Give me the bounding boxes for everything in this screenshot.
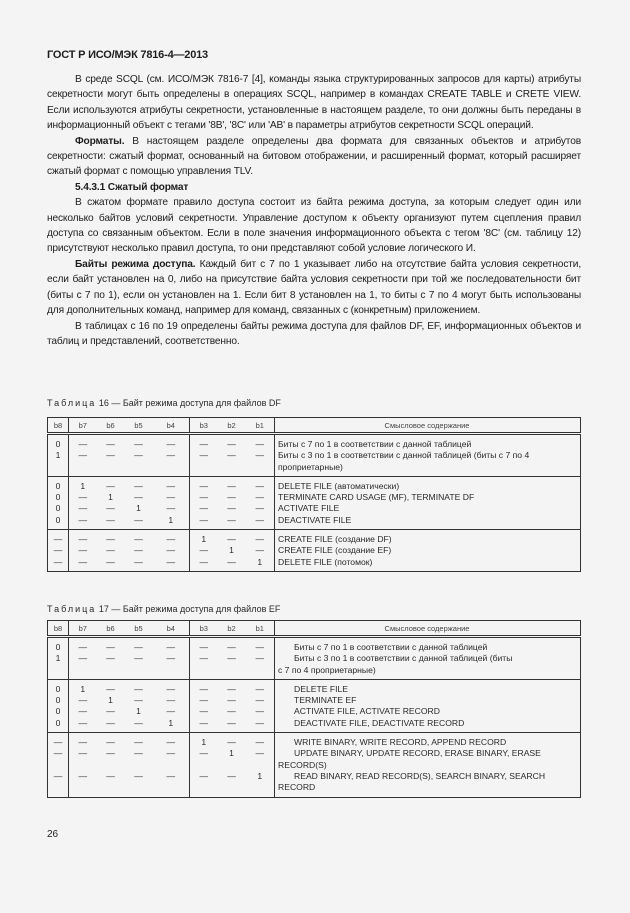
bit-value: — — [106, 653, 115, 664]
bit-cell-b2 — [218, 530, 246, 572]
bit-value: — — [199, 653, 209, 664]
bit-value: — — [106, 683, 115, 694]
bit-value: 1 — [229, 545, 234, 556]
column-header-meaning: Смысловое содержание — [275, 621, 581, 637]
bit-cell-b7 — [69, 679, 97, 732]
meaning-line: TERMINATE CARD USAGE (MF), TERMINATE DF — [278, 492, 475, 503]
bit-value: — — [106, 770, 115, 781]
bit-cell-b2 — [218, 434, 246, 477]
bit-value: — — [134, 545, 143, 556]
bit-value: — — [78, 492, 88, 503]
bit-value: — — [199, 450, 209, 461]
meaning-cell — [275, 476, 581, 529]
table-header-row — [48, 621, 581, 637]
bit-value: 1 — [108, 695, 113, 706]
bit-value: 0 — [55, 514, 61, 525]
bit-cell-b1 — [246, 733, 275, 797]
bit-value: — — [199, 492, 209, 503]
bit-value: — — [166, 534, 176, 545]
bit-value: 1 — [55, 653, 61, 664]
bit-value: — — [227, 737, 236, 748]
bit-value: — — [106, 514, 115, 525]
table-16-caption: Таблица 16 — Байт режима доступа для файлов DF — [47, 398, 281, 408]
column-header-b1: b1 — [246, 418, 275, 434]
column-header-b4: b4 — [153, 621, 190, 637]
bit-value: — — [166, 748, 176, 759]
bit-value: — — [106, 450, 115, 461]
bit-value: — — [78, 545, 88, 556]
meaning-line: UPDATE BINARY, UPDATE RECORD, ERASE BINARY, ERASE — [294, 748, 541, 759]
bit-value: — — [166, 695, 176, 706]
table-17 — [47, 620, 581, 798]
bit-value — [97, 760, 125, 771]
meaning-cell — [275, 679, 581, 732]
column-header-b4: b4 — [153, 418, 190, 434]
meaning-line: CREATE FILE (создание DF) — [278, 534, 392, 545]
bit-cell-b4 — [153, 476, 190, 529]
column-header-b5: b5 — [125, 621, 153, 637]
bit-value — [48, 760, 68, 771]
meaning-cell — [275, 637, 581, 680]
column-header-b7: b7 — [69, 418, 97, 434]
bit-value: — — [255, 534, 265, 545]
bit-value: — — [166, 480, 176, 491]
bit-value: — — [78, 642, 88, 652]
table-17-caption: Таблица 17 — Байт режима доступа для файлов EF — [47, 604, 281, 614]
bit-value: — — [255, 695, 265, 706]
bit-value: — — [166, 653, 176, 664]
bit-cell-b5 — [125, 434, 153, 477]
bit-value: — — [199, 439, 209, 449]
bit-value: — — [106, 706, 115, 717]
bit-cell-b5 — [125, 530, 153, 572]
bit-value: — — [106, 439, 115, 449]
bit-cell-b5 — [125, 476, 153, 529]
bit-value: — — [134, 439, 143, 449]
table-row-group — [48, 476, 581, 529]
bit-value: — — [78, 770, 88, 781]
bit-cell-b7 — [69, 637, 97, 680]
bit-value — [125, 760, 153, 771]
bit-value: — — [106, 642, 115, 652]
bit-cell-b3 — [190, 434, 218, 477]
column-header-b6: b6 — [97, 621, 125, 637]
bit-value: — — [78, 717, 88, 728]
bit-cell-b2 — [218, 637, 246, 680]
meaning-line: DEACTIVATE FILE — [278, 514, 352, 525]
bit-value: 1 — [136, 503, 141, 514]
bit-cell-b4 — [153, 733, 190, 797]
bit-value: — — [134, 683, 143, 694]
column-header-b3: b3 — [190, 621, 218, 637]
bit-cell-b3 — [190, 679, 218, 732]
bit-value: — — [255, 480, 265, 491]
bit-cell-b7 — [69, 476, 97, 529]
bit-value: — — [78, 748, 88, 759]
bit-value: — — [255, 492, 265, 503]
bit-cell-b1 — [246, 434, 275, 477]
bit-cell-b8 — [48, 434, 69, 477]
bit-cell-b5 — [125, 637, 153, 680]
bit-cell-b2 — [218, 476, 246, 529]
column-header-b1: b1 — [246, 621, 275, 637]
bit-value: — — [255, 737, 265, 748]
bit-cell-b4 — [153, 434, 190, 477]
meaning-line: RECORD(S) — [278, 759, 327, 770]
bit-value: 1 — [257, 556, 263, 567]
bit-value: 1 — [108, 492, 113, 503]
bit-value: 0 — [55, 717, 61, 728]
paragraph-scql: В среде SCQL (см. ИСО/МЭК 7816-7 [4], команды языка структурированных запросов для карты) атрибуты секретности могут быть определены в операциях SCQL, например в командах CREATE TABLE и CRETE VIEW. Если используются атрибуты секретности, установленные в настоящем разделе, то они должны быть переданы в информационный объект с тегами '8B', '8C' или 'AB' в параметры атрибутов секретности SCQL операций. — [47, 74, 581, 132]
paragraph-lead: Байты режима доступа. — [75, 258, 196, 270]
column-header-b3: b3 — [190, 418, 218, 434]
bit-value: — — [134, 450, 143, 461]
bit-value: — — [199, 545, 209, 556]
section-heading: 5.4.3.1 Сжатый формат — [75, 181, 189, 193]
bit-cell-b4 — [153, 679, 190, 732]
bit-value: 0 — [55, 695, 61, 706]
bit-cell-b6 — [97, 476, 125, 529]
bit-value: — — [134, 534, 143, 545]
bit-value: — — [227, 534, 236, 545]
meaning-line: READ BINARY, READ RECORD(S), SEARCH BINARY, SEARCH — [294, 770, 546, 781]
page-number: 26 — [47, 829, 59, 840]
bit-value: — — [78, 534, 88, 545]
bit-value: — — [199, 514, 209, 525]
bit-value: — — [199, 717, 209, 728]
bit-value: 0 — [55, 503, 61, 514]
bit-value: — — [227, 695, 236, 706]
bit-value: — — [134, 642, 143, 652]
meaning-cell — [275, 733, 581, 797]
bit-value — [246, 760, 275, 771]
column-header-b6: b6 — [97, 418, 125, 434]
bit-value: — — [106, 480, 115, 491]
bit-value: — — [134, 717, 143, 728]
bit-value: — — [166, 439, 176, 449]
bit-cell-b5 — [125, 733, 153, 797]
bit-value: 1 — [80, 480, 86, 491]
bit-value: — — [227, 717, 236, 728]
meaning-line: DELETE FILE (автоматически) — [278, 480, 400, 491]
table-row-group — [48, 679, 581, 732]
bit-cell-b6 — [97, 679, 125, 732]
bit-value: — — [134, 514, 143, 525]
bit-value: — — [134, 748, 143, 759]
bit-cell-b6 — [97, 733, 125, 797]
bit-value: — — [166, 770, 176, 781]
bit-value: 1 — [229, 748, 234, 759]
bit-value: — — [53, 770, 63, 781]
table-16 — [47, 417, 581, 572]
column-header-b8: b8 — [48, 621, 69, 637]
column-header-b2: b2 — [218, 418, 246, 434]
meaning-line: DELETE FILE — [294, 683, 348, 694]
bit-value: — — [78, 439, 88, 449]
bit-value: — — [166, 450, 176, 461]
bit-cell-b4 — [153, 530, 190, 572]
document-header: ГОСТ Р ИСО/МЭК 7816-4—2013 — [47, 49, 208, 61]
table-row-group — [48, 434, 581, 477]
bit-cell-b3 — [190, 530, 218, 572]
meaning-line: с 7 по 4 проприетарные) — [278, 664, 376, 675]
body-text — [47, 72, 581, 349]
bit-value: — — [255, 653, 265, 664]
bit-cell-b3 — [190, 733, 218, 797]
bit-value: — — [166, 642, 176, 652]
bit-value: 1 — [257, 770, 263, 781]
bit-value: — — [53, 748, 63, 759]
bit-value: — — [255, 683, 265, 694]
bit-value: — — [134, 737, 143, 748]
paragraph-access-mode-bytes: Байты режима доступа. Каждый бит с 7 по 1 указывает либо на отсутствие байта условия секретности, если байт установлен на 0, либо на присутствие байта условия секретности при той же последовательности бит (биты с 7 по 1), если он установлен на 1. Если бит 8 установлен на 1, то биты с 7 по 4 могут быть использованы для дополнительных команд, например для команд, связанных с (конкретным) приложением. — [47, 258, 581, 317]
bit-value: — — [78, 450, 88, 461]
bit-value: — — [255, 450, 265, 461]
bit-value: 0 — [55, 642, 61, 652]
column-header-b5: b5 — [125, 418, 153, 434]
bit-value: — — [255, 706, 265, 717]
bit-value: — — [78, 706, 88, 717]
bit-cell-b8 — [48, 679, 69, 732]
bit-cell-b6 — [97, 434, 125, 477]
bit-value: — — [255, 545, 265, 556]
bit-value: — — [78, 556, 88, 567]
bit-value: — — [255, 514, 265, 525]
bit-value: — — [227, 653, 236, 664]
bit-value: — — [227, 770, 236, 781]
column-header-meaning: Смысловое содержание — [275, 418, 581, 434]
meaning-line: WRITE BINARY, WRITE RECORD, APPEND RECORD — [294, 737, 507, 748]
column-header-b2: b2 — [218, 621, 246, 637]
bit-value: — — [199, 770, 209, 781]
bit-value: 1 — [80, 683, 86, 694]
bit-value: — — [166, 706, 176, 717]
bit-value: 1 — [201, 534, 207, 545]
meaning-line: ACTIVATE FILE — [278, 503, 340, 514]
bit-value: — — [227, 450, 236, 461]
bit-value: — — [166, 492, 176, 503]
meaning-cell — [275, 530, 581, 572]
meaning-line: DEACTIVATE FILE, DEACTIVATE RECORD — [294, 717, 465, 728]
meaning-line: Биты с 7 по 1 в соответствии с данной таблицей — [278, 439, 472, 449]
meaning-line: CREATE FILE (создание EF) — [278, 545, 392, 556]
bit-cell-b1 — [246, 476, 275, 529]
bit-value — [218, 760, 246, 771]
bit-value: — — [53, 737, 63, 748]
bit-value: 0 — [55, 706, 61, 717]
bit-value: — — [166, 545, 176, 556]
bit-cell-b8 — [48, 733, 69, 797]
bit-value: — — [166, 683, 176, 694]
bit-cell-b4 — [153, 637, 190, 680]
meaning-cell — [275, 434, 581, 477]
paragraph-lead: Форматы. — [75, 135, 125, 147]
table-row-group — [48, 733, 581, 797]
bit-value: — — [199, 556, 209, 567]
bit-value: — — [78, 514, 88, 525]
bit-cell-b8 — [48, 530, 69, 572]
meaning-line: DELETE FILE (потомок) — [278, 556, 373, 567]
bit-value: — — [53, 556, 63, 567]
bit-value: — — [255, 503, 265, 514]
bit-value: — — [106, 748, 115, 759]
bit-cell-b7 — [69, 733, 97, 797]
paragraph-tables-reference: В таблицах с 16 по 19 определены байты режима доступа для файлов DF, EF, информационных объектов и таблиц и представлений, соответственно. — [47, 320, 581, 347]
bit-cell-b5 — [125, 679, 153, 732]
bit-cell-b3 — [190, 476, 218, 529]
bit-value: — — [227, 503, 236, 514]
bit-cell-b3 — [190, 637, 218, 680]
bit-value: — — [227, 706, 236, 717]
bit-value: — — [53, 545, 63, 556]
column-header-b7: b7 — [69, 621, 97, 637]
bit-value: 0 — [55, 683, 61, 694]
bit-value: 1 — [55, 450, 61, 461]
meaning-line: Биты с 3 по 1 в соответствии с данной таблицей (биты с 7 по 4 — [278, 450, 530, 461]
bit-value: 1 — [136, 706, 141, 717]
bit-value: — — [199, 480, 209, 491]
bit-value: 0 — [55, 480, 61, 491]
bit-cell-b1 — [246, 530, 275, 572]
bit-value: — — [227, 642, 236, 652]
bit-value: — — [78, 737, 88, 748]
bit-cell-b8 — [48, 637, 69, 680]
meaning-line: Биты с 7 по 1 в соответствии с данной таблицей — [294, 642, 488, 652]
bit-value: — — [134, 770, 143, 781]
bit-value: 0 — [55, 439, 61, 449]
bit-value: — — [199, 683, 209, 694]
meaning-line: проприетарные) — [278, 461, 343, 472]
table-row-group — [48, 530, 581, 572]
bit-value: — — [199, 695, 209, 706]
bit-cell-b6 — [97, 637, 125, 680]
bit-value: — — [199, 642, 209, 652]
bit-cell-b1 — [246, 637, 275, 680]
bit-value: — — [106, 717, 115, 728]
bit-value: — — [78, 503, 88, 514]
paragraph-formats: Форматы. В настоящем разделе определены два формата для связанных объектов и атрибутов секретности: сжатый формат, основанный на битовом отображении, и расширенный формат, который расширяет сжатый формат с помощью управления TLV. — [47, 135, 581, 178]
bit-value: — — [255, 439, 265, 449]
bit-value — [69, 760, 97, 771]
paragraph-compact-format: В сжатом формате правило доступа состоит из байта режима доступа, за которым следует один или несколько байтов условий секретности. Управление доступом к объекту организуют путем сцепления правил доступа со связанным объектом. Если в поле значения информационного объекта с тегом '8C' (см. таблицу 12) присутствуют несколько правил доступа, то они представляют собой условие логического И. — [47, 197, 581, 255]
bit-value: — — [166, 737, 176, 748]
bit-value: — — [106, 556, 115, 567]
bit-value: — — [227, 683, 236, 694]
bit-value: — — [134, 653, 143, 664]
table-header-row — [48, 418, 581, 434]
bit-value: — — [227, 556, 236, 567]
bit-value — [190, 760, 218, 771]
bit-value — [153, 760, 190, 771]
bit-cell-b2 — [218, 679, 246, 732]
bit-value: — — [78, 695, 88, 706]
bit-value: — — [227, 492, 236, 503]
column-header-b8: b8 — [48, 418, 69, 434]
bit-cell-b7 — [69, 530, 97, 572]
bit-value: — — [134, 695, 143, 706]
bit-value: — — [199, 706, 209, 717]
bit-value: — — [106, 534, 115, 545]
bit-value: — — [199, 503, 209, 514]
bit-cell-b2 — [218, 733, 246, 797]
bit-value: — — [78, 653, 88, 664]
meaning-line: TERMINATE EF — [294, 695, 357, 706]
bit-value: — — [255, 748, 265, 759]
bit-cell-b6 — [97, 530, 125, 572]
bit-value: 1 — [168, 514, 174, 525]
bit-value: — — [199, 748, 209, 759]
bit-value: — — [227, 480, 236, 491]
bit-value: — — [166, 556, 176, 567]
bit-cell-b8 — [48, 476, 69, 529]
bit-value: 1 — [168, 717, 174, 728]
bit-value: — — [106, 545, 115, 556]
bit-cell-b1 — [246, 679, 275, 732]
bit-value: — — [134, 480, 143, 491]
bit-value: — — [227, 439, 236, 449]
bit-value: 1 — [201, 737, 207, 748]
meaning-line: Биты с 3 по 1 в соответствии с данной таблицей (биты — [294, 653, 513, 664]
bit-value: — — [106, 503, 115, 514]
table-row-group — [48, 637, 581, 680]
bit-value: — — [106, 737, 115, 748]
bit-value: — — [134, 492, 143, 503]
meaning-line: RECORD — [278, 782, 316, 793]
bit-value: — — [53, 534, 63, 545]
bit-value: — — [255, 642, 265, 652]
bit-value: — — [227, 514, 236, 525]
bit-cell-b7 — [69, 434, 97, 477]
bit-value: — — [134, 556, 143, 567]
bit-value: 0 — [55, 492, 61, 503]
bit-value: — — [166, 503, 176, 514]
bit-value: — — [255, 717, 265, 728]
meaning-line: ACTIVATE FILE, ACTIVATE RECORD — [294, 706, 440, 717]
